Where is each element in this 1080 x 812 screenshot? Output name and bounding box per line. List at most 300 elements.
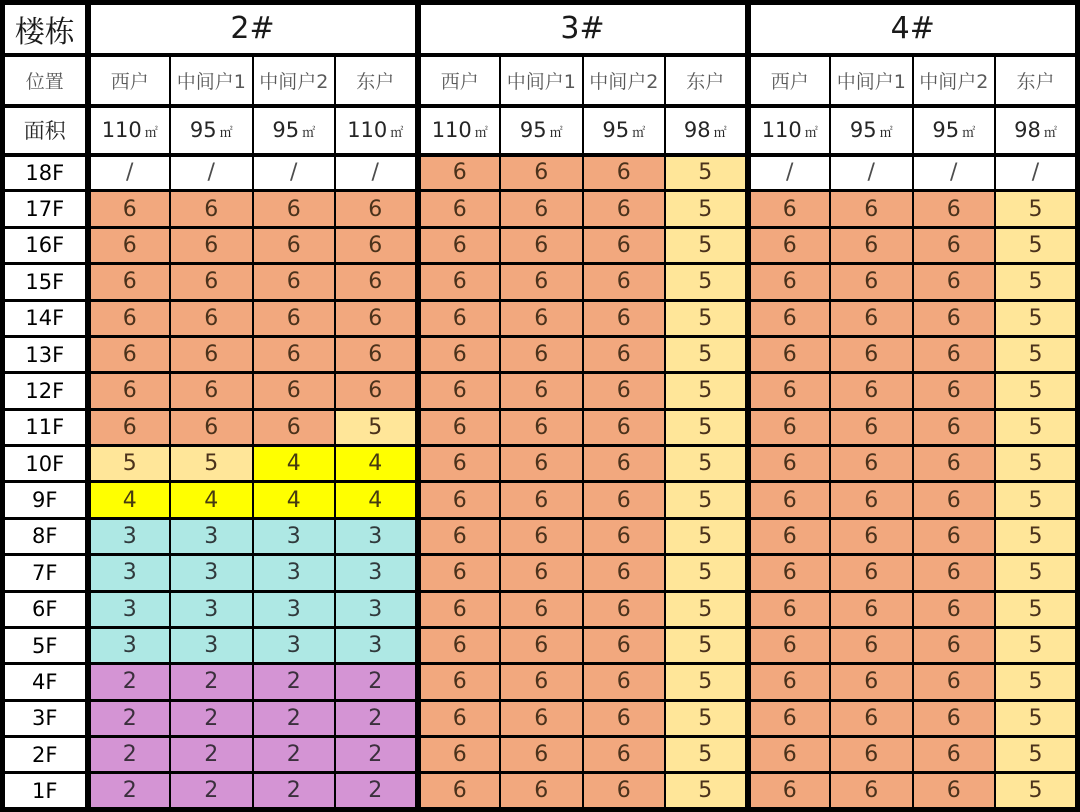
grade-cell: 6 — [418, 336, 501, 372]
grade-cell: 2 — [88, 773, 171, 810]
grade-cell: 6 — [583, 191, 666, 227]
floor-label: 12F — [3, 373, 88, 409]
floor-label: 16F — [3, 227, 88, 263]
grade-cell: 6 — [500, 737, 583, 773]
position-header: 西户 — [418, 55, 501, 106]
floor-label: 5F — [3, 627, 88, 663]
grade-cell: 3 — [335, 518, 418, 554]
grade-cell: 6 — [748, 409, 831, 445]
area-value: 110 — [347, 118, 388, 142]
grade-cell: 6 — [583, 664, 666, 700]
grade-cell: 6 — [418, 773, 501, 810]
grade-cell: 6 — [170, 373, 253, 409]
grade-cell: 6 — [830, 300, 913, 336]
grade-cell: 6 — [418, 191, 501, 227]
grade-cell: 6 — [253, 300, 336, 336]
area-header — [665, 106, 748, 155]
grade-cell: 3 — [88, 518, 171, 554]
grade-cell: 6 — [335, 191, 418, 227]
grade-cell: 6 — [913, 737, 996, 773]
grade-cell: 6 — [335, 336, 418, 372]
grade-cell: 6 — [418, 664, 501, 700]
position-header: 中间户2 — [253, 55, 336, 106]
grade-cell: 5 — [665, 737, 748, 773]
floor-row-18F — [3, 155, 1078, 191]
grade-cell: 5 — [665, 482, 748, 518]
floor-row-10F — [3, 446, 1078, 482]
grade-cell: / — [88, 155, 171, 191]
floor-label: 3F — [3, 700, 88, 736]
area-header — [500, 106, 583, 155]
floor-label: 7F — [3, 555, 88, 591]
area-value: 98 — [683, 118, 711, 142]
floor-label: 8F — [3, 518, 88, 554]
grade-cell: 6 — [748, 555, 831, 591]
grade-cell: 5 — [665, 191, 748, 227]
grade-cell: 6 — [170, 300, 253, 336]
grade-cell: 6 — [418, 446, 501, 482]
grade-cell: 5 — [995, 446, 1078, 482]
grade-cell: / — [170, 155, 253, 191]
grade-cell: 5 — [335, 409, 418, 445]
area-unit: ㎡ — [804, 126, 818, 141]
grade-cell: 5 — [995, 191, 1078, 227]
grade-cell: 6 — [913, 700, 996, 736]
grade-cell: 6 — [500, 446, 583, 482]
grade-cell: 6 — [748, 591, 831, 627]
grade-cell: 6 — [335, 373, 418, 409]
grade-cell: 6 — [830, 482, 913, 518]
grade-cell: 5 — [995, 518, 1078, 554]
building-name-3: 3# — [418, 3, 748, 55]
grade-cell: 6 — [170, 409, 253, 445]
area-unit: ㎡ — [962, 126, 976, 141]
grade-cell: 6 — [748, 264, 831, 300]
building-header-row — [3, 3, 1078, 55]
grade-cell: 6 — [418, 300, 501, 336]
grade-cell: 6 — [583, 591, 666, 627]
grade-cell: 5 — [665, 155, 748, 191]
grade-cell: 6 — [88, 373, 171, 409]
grade-cell: 5 — [665, 300, 748, 336]
grade-cell: 6 — [830, 446, 913, 482]
grade-cell: 6 — [418, 373, 501, 409]
grade-cell: 6 — [500, 482, 583, 518]
grade-cell: 6 — [418, 264, 501, 300]
grade-cell: 6 — [418, 227, 501, 263]
grade-cell: 6 — [748, 700, 831, 736]
grade-cell: 3 — [88, 627, 171, 663]
grade-cell: 2 — [170, 664, 253, 700]
grade-cell: / — [748, 155, 831, 191]
grade-cell: 2 — [335, 664, 418, 700]
grade-cell: 6 — [170, 227, 253, 263]
grade-cell: 6 — [253, 227, 336, 263]
grade-cell: 6 — [913, 373, 996, 409]
floor-row-7F — [3, 555, 1078, 591]
grade-cell: 6 — [913, 555, 996, 591]
grade-cell: 5 — [995, 664, 1078, 700]
floor-label: 1F — [3, 773, 88, 810]
grade-cell: 3 — [335, 555, 418, 591]
area-unit: ㎡ — [879, 126, 893, 141]
grade-cell: / — [913, 155, 996, 191]
floor-row-1F — [3, 773, 1078, 810]
area-unit: ㎡ — [713, 126, 727, 141]
grade-cell: 6 — [748, 373, 831, 409]
grade-cell: 6 — [748, 482, 831, 518]
area-unit: ㎡ — [390, 126, 404, 141]
grade-cell: 6 — [583, 737, 666, 773]
area-header — [335, 106, 418, 155]
grade-cell: 6 — [913, 300, 996, 336]
grade-cell: 2 — [170, 773, 253, 810]
grade-cell: 6 — [418, 482, 501, 518]
grade-cell: 6 — [170, 264, 253, 300]
floor-row-5F — [3, 627, 1078, 663]
grade-cell: 5 — [995, 555, 1078, 591]
grade-cell: 6 — [913, 482, 996, 518]
grade-cell: 2 — [253, 664, 336, 700]
grade-cell: 2 — [170, 700, 253, 736]
grade-cell: 5 — [665, 773, 748, 810]
grade-cell: 6 — [583, 300, 666, 336]
grade-cell: 6 — [748, 737, 831, 773]
floor-label: 6F — [3, 591, 88, 627]
grade-cell: 6 — [500, 373, 583, 409]
grade-cell: 3 — [170, 518, 253, 554]
grade-cell: 4 — [335, 446, 418, 482]
position-header-row — [3, 55, 1078, 106]
grade-cell: 6 — [500, 264, 583, 300]
area-header — [170, 106, 253, 155]
grade-cell: 5 — [995, 373, 1078, 409]
table-body — [3, 155, 1078, 810]
grade-cell: / — [335, 155, 418, 191]
area-value: 95 — [849, 118, 877, 142]
grade-cell: 6 — [748, 664, 831, 700]
grade-cell: 6 — [583, 773, 666, 810]
grade-cell: 3 — [88, 591, 171, 627]
grade-cell: 6 — [748, 518, 831, 554]
floor-label: 11F — [3, 409, 88, 445]
grade-cell: 2 — [335, 773, 418, 810]
grade-cell: 5 — [995, 773, 1078, 810]
grade-cell: 5 — [665, 373, 748, 409]
floor-label: 17F — [3, 191, 88, 227]
grade-cell: 6 — [583, 555, 666, 591]
area-header — [583, 106, 666, 155]
grade-cell: 6 — [830, 409, 913, 445]
grade-cell: 3 — [253, 627, 336, 663]
grade-cell: 5 — [665, 409, 748, 445]
grade-cell: 6 — [418, 700, 501, 736]
area-value: 95 — [602, 118, 630, 142]
floor-row-16F — [3, 227, 1078, 263]
position-header: 西户 — [748, 55, 831, 106]
grade-cell: 5 — [665, 446, 748, 482]
grade-cell: 6 — [253, 264, 336, 300]
area-header — [418, 106, 501, 155]
area-unit: ㎡ — [474, 126, 488, 141]
grade-cell: 3 — [253, 555, 336, 591]
floor-label: 15F — [3, 264, 88, 300]
grade-cell: 6 — [830, 773, 913, 810]
grade-cell: 4 — [170, 482, 253, 518]
floor-row-8F — [3, 518, 1078, 554]
position-header: 东户 — [995, 55, 1078, 106]
grade-cell: 6 — [830, 373, 913, 409]
grade-cell: 5 — [665, 227, 748, 263]
grade-cell: 5 — [995, 409, 1078, 445]
area-unit: ㎡ — [1043, 126, 1057, 141]
grade-cell: 6 — [500, 227, 583, 263]
area-value: 95 — [932, 118, 960, 142]
floor-row-13F — [3, 336, 1078, 372]
grade-cell: 5 — [995, 482, 1078, 518]
floor-label: 9F — [3, 482, 88, 518]
grade-cell: 6 — [583, 227, 666, 263]
corner-label-building: 楼栋 — [3, 3, 88, 55]
grade-cell: 6 — [583, 155, 666, 191]
grade-cell: 6 — [500, 336, 583, 372]
grade-cell: 5 — [995, 700, 1078, 736]
grade-cell: 6 — [253, 409, 336, 445]
grade-cell: 6 — [583, 627, 666, 663]
grade-cell: 6 — [335, 227, 418, 263]
grade-cell: 6 — [913, 627, 996, 663]
area-header — [748, 106, 831, 155]
grade-cell: 6 — [913, 446, 996, 482]
grade-cell: 3 — [170, 591, 253, 627]
grade-cell: 5 — [995, 591, 1078, 627]
grade-cell: 2 — [253, 737, 336, 773]
grade-cell: 6 — [500, 664, 583, 700]
grade-cell: 5 — [995, 264, 1078, 300]
grade-cell: 5 — [995, 737, 1078, 773]
grade-cell: 6 — [830, 518, 913, 554]
grade-cell: 6 — [583, 336, 666, 372]
area-unit: ㎡ — [219, 126, 233, 141]
grade-cell: 6 — [500, 155, 583, 191]
grade-cell: 6 — [830, 191, 913, 227]
grade-cell: 2 — [253, 773, 336, 810]
grade-cell: / — [253, 155, 336, 191]
area-unit: ㎡ — [302, 126, 316, 141]
position-header: 东户 — [335, 55, 418, 106]
area-header — [995, 106, 1078, 155]
grade-cell: 6 — [418, 555, 501, 591]
grade-cell: 6 — [748, 773, 831, 810]
position-header: 西户 — [88, 55, 171, 106]
grade-cell: 6 — [913, 773, 996, 810]
building-name-4: 4# — [748, 3, 1078, 55]
corner-label-position: 位置 — [3, 55, 88, 106]
floor-row-9F — [3, 482, 1078, 518]
building-name-2: 2# — [88, 3, 418, 55]
grade-cell: 6 — [88, 227, 171, 263]
floor-label: 2F — [3, 737, 88, 773]
grade-cell: 6 — [88, 264, 171, 300]
grade-cell: 6 — [830, 700, 913, 736]
position-header: 中间户2 — [583, 55, 666, 106]
grade-cell: 6 — [500, 300, 583, 336]
grade-cell: 6 — [500, 700, 583, 736]
area-unit: ㎡ — [144, 126, 158, 141]
grade-cell: 6 — [170, 336, 253, 372]
grade-cell: 6 — [88, 300, 171, 336]
grade-cell: 6 — [748, 446, 831, 482]
floor-row-3F — [3, 700, 1078, 736]
area-value: 110 — [761, 118, 802, 142]
grade-cell: 6 — [830, 227, 913, 263]
grade-cell: 6 — [748, 191, 831, 227]
grade-cell: 3 — [170, 555, 253, 591]
grade-cell: 6 — [583, 409, 666, 445]
corner-label-area: 面积 — [3, 106, 88, 155]
area-value: 98 — [1014, 118, 1041, 142]
grade-cell: 6 — [830, 591, 913, 627]
grade-cell: 6 — [913, 191, 996, 227]
floor-label: 13F — [3, 336, 88, 372]
grade-cell: 2 — [335, 700, 418, 736]
grade-cell: 6 — [500, 518, 583, 554]
floor-row-12F — [3, 373, 1078, 409]
grade-cell: 6 — [748, 300, 831, 336]
grade-cell: 5 — [995, 627, 1078, 663]
grade-cell: 6 — [583, 446, 666, 482]
grade-cell: 5 — [170, 446, 253, 482]
grade-cell: 6 — [830, 555, 913, 591]
grade-cell: 5 — [665, 627, 748, 663]
grade-cell: 4 — [88, 482, 171, 518]
grade-cell: 5 — [665, 518, 748, 554]
grade-cell: 6 — [583, 373, 666, 409]
grade-cell: 6 — [830, 627, 913, 663]
grade-cell: 6 — [253, 191, 336, 227]
grade-cell: 6 — [500, 773, 583, 810]
grade-cell: 3 — [335, 627, 418, 663]
grade-cell: 6 — [583, 264, 666, 300]
grade-cell: 2 — [253, 700, 336, 736]
floor-label: 18F — [3, 155, 88, 191]
area-unit: ㎡ — [632, 126, 646, 141]
grade-cell: 5 — [995, 336, 1078, 372]
floor-row-11F — [3, 409, 1078, 445]
grade-cell: 6 — [88, 191, 171, 227]
grade-cell: 5 — [665, 336, 748, 372]
position-header: 中间户1 — [170, 55, 253, 106]
grade-cell: 3 — [170, 627, 253, 663]
floor-label: 14F — [3, 300, 88, 336]
grade-cell: 6 — [913, 664, 996, 700]
grade-cell: 6 — [418, 518, 501, 554]
position-header: 中间户2 — [913, 55, 996, 106]
grade-cell: 6 — [335, 264, 418, 300]
position-header: 中间户1 — [500, 55, 583, 106]
area-header — [830, 106, 913, 155]
grade-cell: 6 — [500, 191, 583, 227]
grade-cell: 4 — [253, 446, 336, 482]
grade-cell: / — [830, 155, 913, 191]
grade-cell: 6 — [500, 555, 583, 591]
grade-cell: 5 — [665, 700, 748, 736]
grade-cell: 6 — [418, 737, 501, 773]
grade-cell: 3 — [335, 591, 418, 627]
grade-cell: 6 — [335, 300, 418, 336]
grade-cell: 6 — [500, 627, 583, 663]
grade-cell: 6 — [253, 336, 336, 372]
grade-cell: 6 — [583, 518, 666, 554]
area-unit: ㎡ — [549, 126, 563, 141]
position-header: 中间户1 — [830, 55, 913, 106]
grade-cell: 6 — [913, 227, 996, 263]
area-value: 95 — [519, 118, 547, 142]
grade-cell: 6 — [913, 518, 996, 554]
floor-row-6F — [3, 591, 1078, 627]
area-header — [88, 106, 171, 155]
grade-cell: 6 — [88, 409, 171, 445]
grade-cell: 6 — [253, 373, 336, 409]
grade-cell: 6 — [418, 591, 501, 627]
grade-cell: 6 — [830, 264, 913, 300]
grade-cell: / — [995, 155, 1078, 191]
grade-cell: 6 — [583, 482, 666, 518]
grade-cell: 4 — [253, 482, 336, 518]
grade-cell: 6 — [500, 409, 583, 445]
floor-label: 10F — [3, 446, 88, 482]
grade-cell: 6 — [170, 191, 253, 227]
area-header-row — [3, 106, 1078, 155]
area-value: 110 — [101, 118, 142, 142]
grade-cell: 5 — [995, 300, 1078, 336]
grade-cell: 5 — [995, 227, 1078, 263]
grade-cell: 2 — [88, 737, 171, 773]
floor-label: 4F — [3, 664, 88, 700]
floor-row-4F — [3, 664, 1078, 700]
grade-cell: 6 — [748, 627, 831, 663]
grade-cell: 2 — [88, 664, 171, 700]
area-header — [913, 106, 996, 155]
grade-cell: 5 — [665, 664, 748, 700]
grade-cell: 6 — [748, 336, 831, 372]
grade-cell: 6 — [830, 737, 913, 773]
grade-cell: 6 — [913, 409, 996, 445]
area-value: 110 — [431, 118, 472, 142]
grade-cell: 6 — [500, 591, 583, 627]
area-header — [253, 106, 336, 155]
grade-cell: 3 — [88, 555, 171, 591]
grade-cell: 3 — [253, 518, 336, 554]
area-value: 95 — [272, 118, 300, 142]
area-value: 95 — [189, 118, 217, 142]
grade-cell: 6 — [830, 336, 913, 372]
grade-cell: 6 — [418, 627, 501, 663]
grade-cell: 5 — [665, 264, 748, 300]
floor-row-17F — [3, 191, 1078, 227]
floor-row-2F — [3, 737, 1078, 773]
grade-cell: 6 — [418, 155, 501, 191]
grade-cell: 5 — [88, 446, 171, 482]
grade-cell: 6 — [583, 700, 666, 736]
grade-cell: 6 — [418, 409, 501, 445]
grade-cell: 6 — [913, 264, 996, 300]
floor-row-15F — [3, 264, 1078, 300]
grade-cell: 4 — [335, 482, 418, 518]
grade-cell: 6 — [830, 664, 913, 700]
grade-cell: 5 — [665, 555, 748, 591]
position-header: 东户 — [665, 55, 748, 106]
